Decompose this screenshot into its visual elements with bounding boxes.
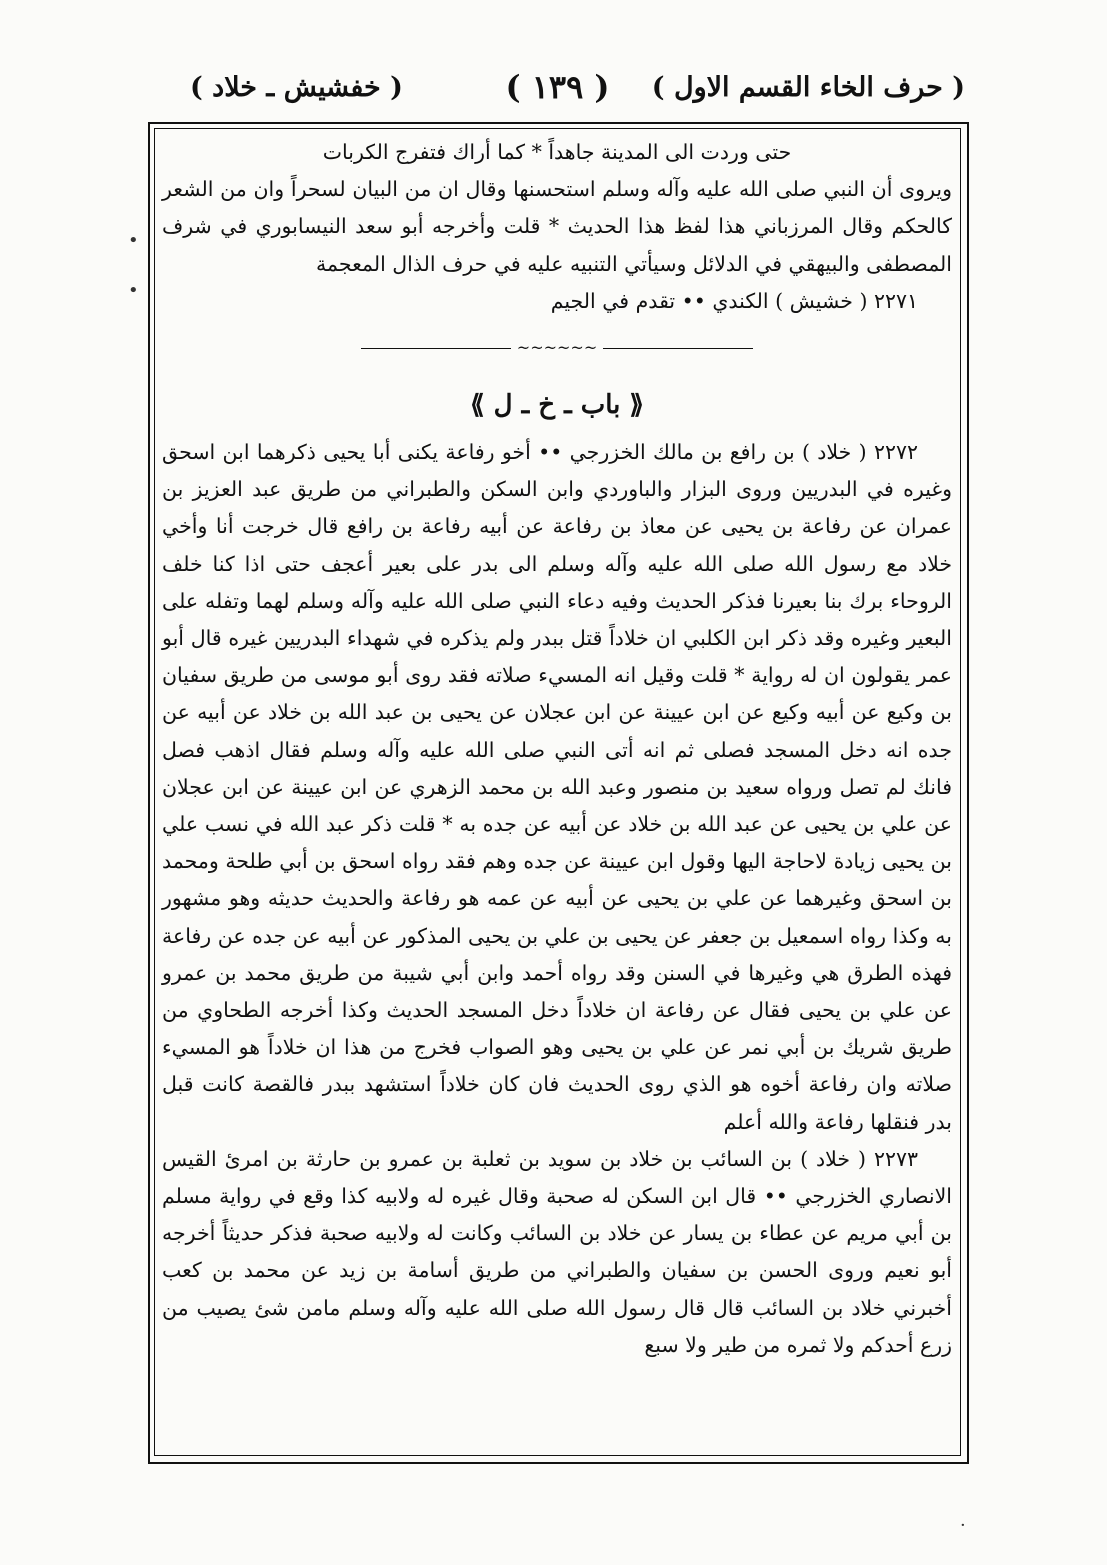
- entry-2271: ٢٢٧١ ( خشيش ) الكندي •• تقدم في الجيم: [550, 288, 918, 313]
- header-chapter-title: ( حرف الخاء القسم الاول ): [651, 72, 965, 103]
- chapter-heading: ⟪ باب ـ خ ـ ل ⟫: [470, 390, 644, 421]
- entry-2273: ٢٢٧٣ ( خلاد ) بن السائب بن خلاد بن سويد بن ثعلبة بن عمرو بن حارثة بن امرئ القيس الانصاري الخزرجي •• قال ابن السكن له صحبة وقال غيره له ولابيه كذا وقع في رواية مسلم بن أبي مريم عن عطاء بن يسار عن خلاد بن السائب وكانت له ولابيه صحبة فذكر حديثاً أخرجه أبو نعيم وروى الحسن بن سفيان والطبراني من طريق أسامة بن زيد عن محمد بن كعب أخبرني خلاد بن السائب قال قال رسول الله صلى الله عليه وآله وسلم مامن شئ يصيب من زرع أحدكم ولا ثمره من طير ولا سبع: [162, 1146, 952, 1357]
- poem-verse: حتى وردت الى المدينة جاهداً * كما أراك فتفرج الكربات: [322, 140, 792, 164]
- margin-dot-icon: •: [128, 280, 139, 301]
- divider-rule-left: [361, 348, 511, 349]
- page-body: [162, 134, 952, 1452]
- page-number: ( ١٣٩ ): [505, 68, 610, 106]
- running-header: [150, 66, 965, 130]
- divider-rule-right: [603, 348, 753, 349]
- entry-2272: ٢٢٧٢ ( خلاد ) بن رافع بن مالك الخزرجي •• أخو رفاعة يكنى أبا يحيى ذكرهما ابن اسحق وغيره في البدريين وروى البزار والباوردي وابن السكن والطبراني من طريق عبد العزيز بن عمران عن رفاعة بن يحيى عن معاذ بن رفاعة عن أبيه رفاعة بن رافع قال خرجت أنا وأخي خلاد مع رسول الله صلى الله عليه وآله وسلم الى بدر على بعير أعجف حتى اذا كنا خلف الروحاء برك بنا بعيرنا فذكر الحديث وفيه دعاء النبي صلى الله عليه وآله وسلم لهما وتفله على البعير وغيره وقد ذكر ابن الكلبي ان خلاداً قتل ببدر ولم يذكره في شهداء البدريين غيره قال أبو عمر يقولون ان له رواية * قلت وقيل انه المسيء صلاته فقد روى أبو موسى من طريق سفيان بن وكيع عن أبيه وكيع عن ابن عيينة عن ابن عجلان عن يحيى بن عبد الله بن خلاد عن أبيه عن جده انه دخل المسجد فصلى ثم انه أتى النبي صلى الله عليه وآله وسلم فقال اذهب فصل فانك لم تصل ورواه سعيد بن منصور وعبد الله بن محمد الزهري عن ابن عيينة عن ابن عجلان عن علي بن يحيى عن عبد الله بن خلاد عن أبيه عن جده به * قلت ذكر عبد الله في نسب علي بن يحيى زيادة لاحاجة اليها وقول ابن عيينة عن جده وهم فقد رواه اسحق بن أبي طلحة ومحمد بن اسحق وغيرهما عن علي بن يحيى عن أبيه عن عمه هو رفاعة والحديث حديثه وهو مشهور به وكذا رواه اسمعيل بن جعفر عن يحيى بن علي بن يحيى المذكور عن أبيه عن جده عن رفاعة فهذه الطرق هي وغيرها في السنن وقد رواه أحمد وابن أبي شيبة من طريق محمد بن عمرو عن علي بن يحيى فقال عن رفاعة ان خلاداً دخل المسجد الحديث وكذا أخرجه الطحاوي من طريق شريك بن أبي نمر عن علي بن يحيى وهو الصواب فخرج من هذا ان خلاداً هو المسيء صلاته وان رفاعة أخوه هو الذي روى الحديث فان كان خلاداً استشهد ببدر فالقصة كانت قبل بدر فنقلها رفاعة والله أعلم: [162, 440, 952, 1134]
- paragraph: ويروى أن النبي صلى الله عليه وآله وسلم استحسنها وقال ان من البيان لسحراً وان من الشعر كالحكم وقال المرزباني هذا لفظ هذا الحديث * قلت وأخرجه أبو سعد النيسابوري في شرف المصطفى والبيهقي في الدلائل وسيأتي التنبيه عليه في حرف الذال المعجمة: [162, 177, 952, 276]
- margin-dot-icon: ·: [960, 1515, 966, 1536]
- margin-dot-icon: •: [128, 230, 139, 251]
- section-divider: [162, 320, 952, 376]
- header-entry-range: ( خفشيش ـ خلاد ): [190, 72, 403, 103]
- divider-ornament-icon: ~~~~~~: [516, 338, 598, 358]
